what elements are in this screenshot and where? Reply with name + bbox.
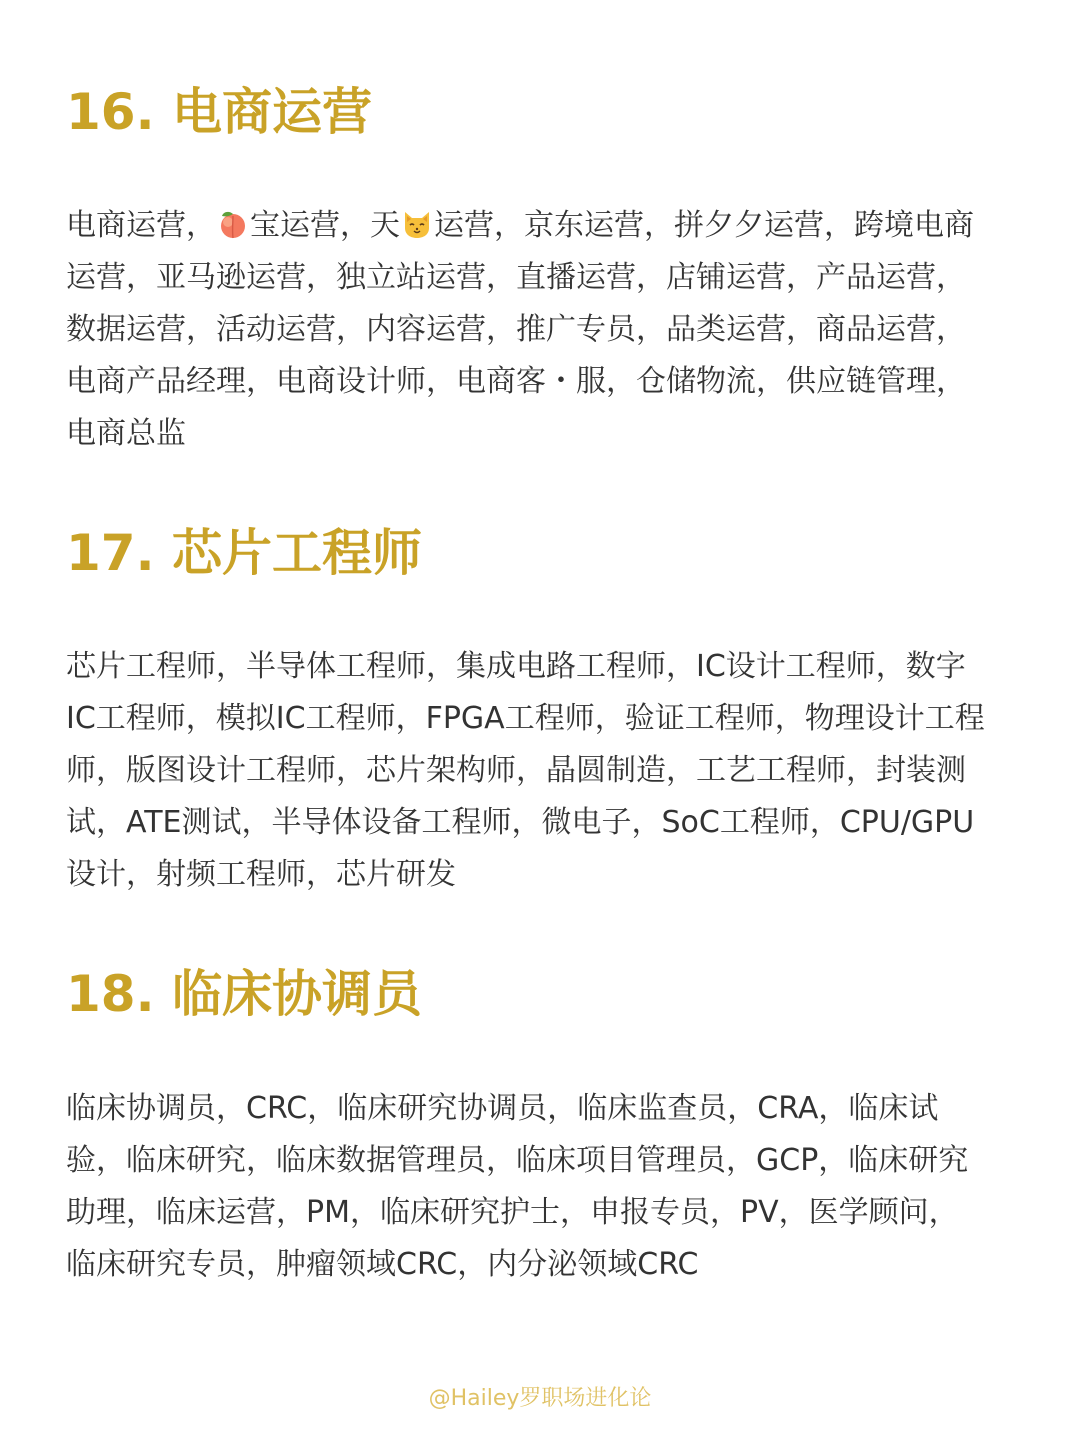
peach-icon <box>217 208 249 240</box>
section-title-chip: 17. 芯片工程师 <box>66 524 422 582</box>
section-body-clinical: 临床协调员，CRC，临床研究协调员，临床监查员，CRA，临床试验，临床研究，临床数据管理员，临床项目管理员，GCP，临床研究助理，临床运营，PM，临床研究护士，申报专员，PV，医学顾问，临床研究专员，肿瘤领域CRC，内分泌领域CRC <box>66 1091 969 1282</box>
body-text: 宝运营，天 <box>250 208 400 243</box>
body-text: 电商运营， <box>66 208 216 243</box>
section-body-ecommerce <box>66 200 986 460</box>
section-title-clinical: 18. 临床协调员 <box>66 965 422 1023</box>
body-text: 运营，京东运营，拼夕夕运营，跨境电商运营，亚马逊运营，独立站运营，直播运营，店铺运营，产品运营，数据运营，活动运营，内容运营，推广专员，品类运营，商品运营，电商产品经理，电商设计师，电商客・服，仓储物流，供应链管理，电商总监 <box>66 208 974 451</box>
cat-face-icon <box>401 208 433 240</box>
section-body-chip: 芯片工程师，半导体工程师，集成电路工程师，IC设计工程师，数字IC工程师，模拟IC工程师，FPGA工程师，验证工程师，物理设计工程师，版图设计工程师，芯片架构师，晶圆制造，工艺工程师，封装测试，ATE测试，半导体设备工程师，微电子，SoC工程师，CPU/GPU设计，射频工程师，芯片研发 <box>66 649 985 892</box>
footer-watermark: @Hailey罗职场进化论 <box>428 1386 652 1411</box>
section-title-ecommerce: 16. 电商运营 <box>66 83 372 141</box>
